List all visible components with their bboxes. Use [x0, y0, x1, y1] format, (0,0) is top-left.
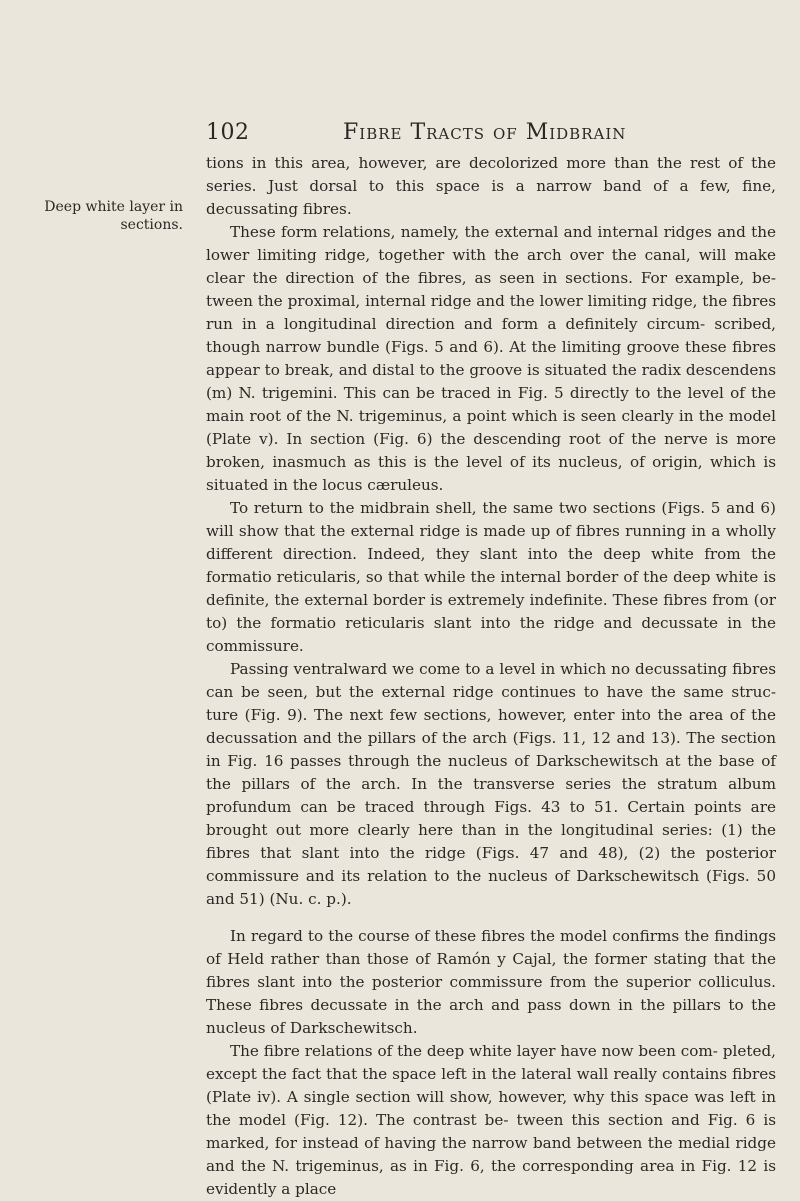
body-text [206, 152, 776, 1201]
margin-note: Deep white layer in sections. [44, 199, 183, 233]
paragraph-2: These form relations, namely, the external and internal ridges and the lower limiting ridge, together with the arch over the canal, will make clear the direction of the fibres, as seen in sections. For example, be- tween the proximal, internal ridge and the lower limiting ridge, the fibres run in a longitudinal direction and form a definitely circum- scribed, though narrow bundle (Figs. 5 and 6). At the limiting groove these fibres appear to break, and distal to the groove is situated the radix descendens (m) N. trigemini. This can be traced in Fig. 5 directly to the level of the main root of the N. trigeminus, a point which is seen clearly in the model (Plate v). In section (Fig. 6) the descending root of the nerve is more broken, inasmuch as this is the level of its nucleus, of origin, which is situated in the locus cæruleus. [206, 223, 776, 494]
paragraph-6: The fibre relations of the deep white layer have now been com- pleted, except the fact that the space left in the lateral wall really contains fibres (Plate iv). A single section will show, however, why this space was left in the model (Fig. 12). The contrast be- tween this section and Fig. 6 is marked, for instead of having the narrow band between the medial ridge and the N. trigeminus, as in Fig. 6, the corresponding area in Fig. 12 is evidently a place [206, 1042, 776, 1198]
paragraph-3: To return to the midbrain shell, the same two sections (Figs. 5 and 6) will show that the external ridge is made up of fibres running in a wholly different direction. Indeed, they slant into the deep white from the formatio reticularis, so that while the internal border of the deep white is definite, the external border is extremely indefinite. These fibres from (or to) the formatio reticularis slant into the ridge and decussate in the commissure. [206, 499, 776, 655]
page-number: 102 [206, 120, 250, 145]
running-title: Fibre Tracts of Midbrain [343, 120, 627, 145]
paragraph-1: tions in this area, however, are decolorized more than the rest of the series. Just dorsal to this space is a narrow band of a few, fine, decussating fibres. [206, 154, 776, 218]
paragraph-5: In regard to the course of these fibres the model confirms the findings of Held rather than those of Ramón y Cajal, the former stating that the fibres slant into the posterior commissure from the superior colliculus. These fibres decussate in the arch and pass down in the pillars to the nucleus of Darkschewitsch. [206, 927, 776, 1037]
paragraph-4: Passing ventralward we come to a level in which no decussating fibres can be seen, but the external ridge continues to have the same struc- ture (Fig. 9). The next few sections, however, enter into the area of the decussation and the pillars of the arch (Figs. 11, 12 and 13). The section in Fig. 16 passes through the nucleus of Darkschewitsch at the base of the pillars of the arch. In the transverse series the stratum album profundum can be traced through Figs. 43 to 51. Certain points are brought out more clearly here than in the longitudinal series: (1) the fibres that slant into the ridge (Figs. 47 and 48), (2) the posterior commissure and its relation to the nucleus of Darkschewitsch (Figs. 50 and 51) (Nu. c. p.). [206, 660, 776, 908]
